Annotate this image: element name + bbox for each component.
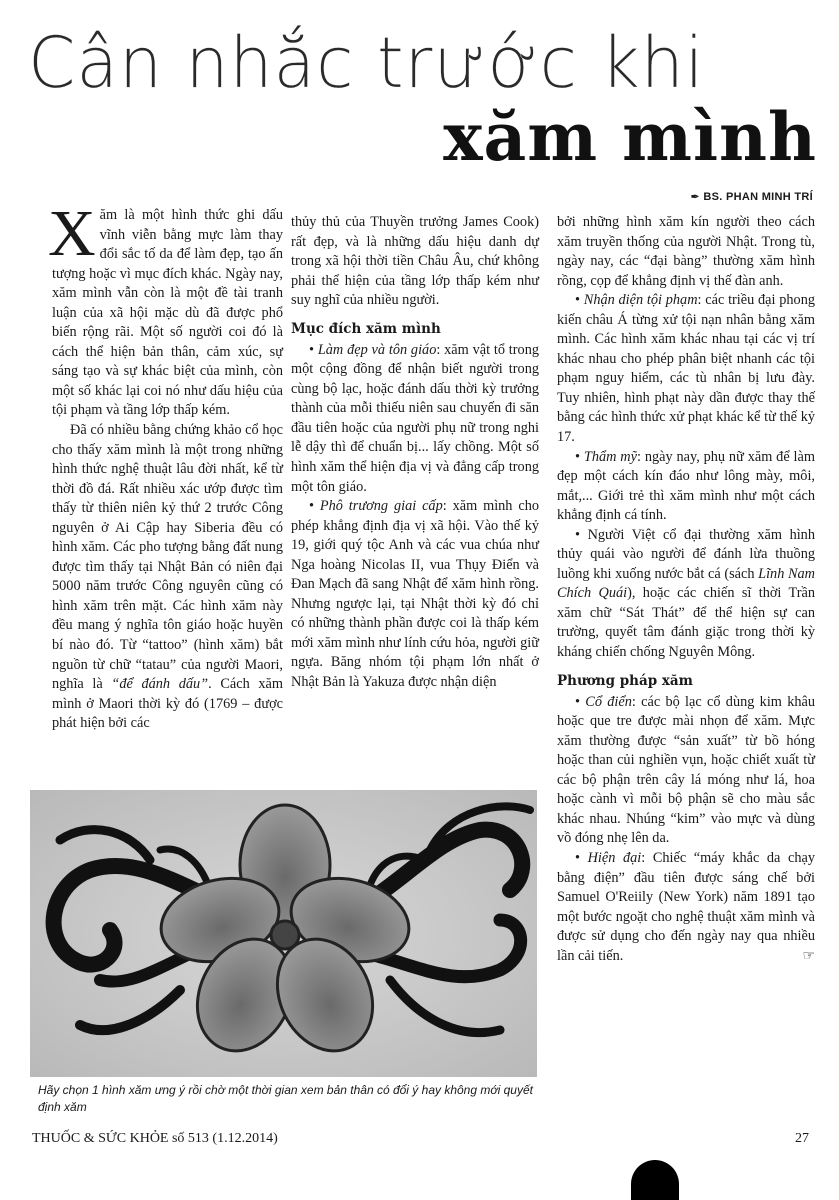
column-1 xyxy=(48,197,284,734)
intro-paragraph xyxy=(48,197,283,421)
bullet-term: Cổ điển xyxy=(585,693,632,710)
paragraph xyxy=(52,421,283,734)
text: : ngày nay, phụ nữ xăm để làm đẹp một cách kín đáo như lông mày, môi, mắt,... Giới trẻ thì xăm mình như một cách khẳng định cá tính. xyxy=(557,448,815,524)
text: : các triều đại phong kiến châu Á từng xử tội nạn nhân bằng xăm mình. Các hình xăm khác nhau tại các vị trí khác nhau cho phép phân biệt nhanh các tội phạm nguy hiểm, các tù nhân bị lưu đày. Tuy nhiên, hình phạt này dần được thay thế bằng các hình thức xử phạt khác kể từ thế kỷ 17. xyxy=(557,292,815,446)
bullet-item: • Làm đẹp và tôn giáo: xăm vật tổ trong một cộng đồng để nhận biết người trong cùng bộ lạc, hoặc đánh dấu thời kỳ trưởng thành của mỗi thiếu niên sau chuyến đi săn đầu tiên hoặc của người phụ nữ trong nghi lễ dậy thì để chuẩn bị... lấy chồng. Một số hình xăm thể hiện địa vị và đẳng cấp trong một tôn giáo. xyxy=(291,341,539,495)
drop-cap: X xyxy=(48,197,96,270)
text: : các bộ lạc cổ dùng kim khâu hoặc que tre được mài nhọn để xăm. Mực xăm thường được “sản xuất” từ bồ hóng hoặc than củi nghiền vụn, hoặc chiết xuất từ các bộ phận trên cây lá móng như lá, hoa hoặc cành vì mỗi bộ phận sẽ cho màu sắc khác nhau. Nhúng “kim” vào mực và dùng vồ đóng nhẹ lên da. xyxy=(557,693,815,847)
text: Người Việt cổ đại thường xăm hình thủy quái vào người để đánh lừa thuồng luồng khi xuống nước bắt cá (sách xyxy=(557,526,815,582)
bullet-term: Làm đẹp và tôn giáo xyxy=(317,341,437,358)
bullet-item: • Cổ điển: các bộ lạc cổ dùng kim khâu hoặc que tre được mài nhọn để xăm. Mực xăm thường được “sản xuất” từ bồ hóng hoặc than củi nghiền vụn, hoặc chiết xuất từ các bộ phận trên cây lá móng như lá, hoa hoặc cành vì mỗi bộ phận sẽ cho màu sắc khác nhau. Nhúng “kim” vào mực và dùng vồ đóng nhẹ lên da. xyxy=(557,693,815,847)
paragraph: thủy thủ của Thuyền trưởng James Cook) rất đẹp, và là những dấu hiệu danh dự trong xã hội thời tiền Châu Âu, chứ không phải thể hiện của tầng lớp thấp kém như suy nghĩ của nhiều người. xyxy=(291,214,539,309)
author: BS. PHAN MINH TRÍ xyxy=(703,191,813,203)
text: . Cách xăm mình ở Maori thời kỳ đó (1769 – được phát hiện bởi các xyxy=(52,676,284,732)
section-heading: Mục đích xăm mình xyxy=(291,320,441,337)
bullet-item: • Phô trương giai cấp: xăm mình cho phép khẳng định địa vị xã hội. Vào thế kỷ 19, giới quý tộc Anh và các vua chúa như Nga hoàng Nicolas II, vua Thụy Điển và Đan Mạch đã sang Nhật để xăm hình rồng. Nhưng ngược lại, tại Nhật thời kỳ đó chỉ có những thành phần được coi là thấp kém mới xăm mình như lính cứu hỏa, người giữ ngựa. Băng nhóm tội phạm lớn nhất ở Nhật Bản là Yakuza được nhận diện xyxy=(291,498,539,691)
text: : xăm vật tổ trong một cộng đồng để nhận biết người trong cùng bộ lạc, hoặc đánh dấu thời kỳ trưởng thành của mỗi thiếu niên sau chuyến đi săn đầu tiên hoặc của người phụ nữ trong nghi lễ dậy thì để chuẩn bị... lấy chồng. Một số hình xăm thể hiện địa vị và đẳng cấp trong một tôn giáo. xyxy=(291,341,539,495)
paragraph: bởi những hình xăm kín người theo cách xăm truyền thống của người Nhật. Trong tù, ngày nay, các “đại bàng” thường xăm hình rồng, cọp để khẳng định vị thế đàn anh. xyxy=(557,214,815,289)
text: ăm là một hình thức ghi dấu vĩnh viễn bằng mực làm thay đổi sắc tố da để làm đẹp, tạo ấn tượng hoặc vì mục đích khác. Ngày nay, xăm mình vẫn còn là một đề tài tranh luận của xã hội mặc dù đã được phổ biến rộng rãi. Một số người coi đó là cách thể hiện bản thân, cảm xúc, sự sáng tạo và sự khác biệt của mình, còn một số khác lại coi nó như dấu hiệu của tội phạm và tầng lớp thấp kém. xyxy=(52,207,283,419)
pointing-hand-icon: ☞ xyxy=(802,948,815,964)
page-tab-marker xyxy=(631,1160,679,1200)
bullet-term: Phô trương giai cấp xyxy=(319,498,443,515)
title-line-2: xăm mình xyxy=(443,98,817,176)
bullet-item: • Nhận diện tội phạm: các triều đại phong kiến châu Á từng xử tội nạn nhân bằng xăm mình. Các hình xăm khác nhau tại các vị trí khác nhau cho phép phân biệt nhanh các tội phạm nguy hiểm, các tù nhân bị lưu đày. Tuy nhiên, hình phạt này dần được thay thế bằng các hình thức xử phạt khác kể từ thế kỷ 17. xyxy=(557,292,815,446)
page-number: 27 xyxy=(795,1131,809,1146)
bullet-item: • Hiện đại: Chiếc “máy khắc da chạy bằng điện” đầu tiên được sáng chế bởi Samuel O'Reiily (New York) năm 1891 tạo một bước ngoặt cho nghệ thuật xăm mình và được sử dụng cho đến ngày nay qua nhiều lần cải tiến. ☞ xyxy=(557,849,815,966)
text: ), hoặc các chiến sĩ thời Trần xăm chữ “Sát Thát” để thể hiện sự can trường, quyết tâm đánh giặc trong thời kỳ kháng chiến chống Nguyên Mông. xyxy=(557,585,815,661)
tattoo-photo xyxy=(30,790,537,1077)
text-italic: “để đánh dấu” xyxy=(111,676,209,693)
text: : xăm mình cho phép khẳng định địa vị xã hội. Vào thế kỷ 19, giới quý tộc Anh và các vua chúa như Nga hoàng Nicolas II, vua Thụy Điển và Đan Mạch đã sang Nhật để xăm hình rồng. Nhưng ngược lại, tại Nhật thời kỳ đó chỉ có những thành phần được coi là thấp kém mới xăm mình như lính cứu hỏa, người giữ ngựa. Băng nhóm tội phạm lớn nhất ở Nhật Bản là Yakuza được nhận diện xyxy=(291,498,539,691)
photo-caption: Hãy chọn 1 hình xăm ưng ý rồi chờ một thời gian xem bản thân có đổi ý hay không mới quyết định xăm xyxy=(38,1083,533,1114)
text: Đã có nhiều bằng chứng khảo cổ học cho thấy xăm mình là một trong những hình thức nghệ thuật lâu đời nhất, kể từ thời đồ đá. Rất nhiều xác ướp được tìm thấy từ thiên niên kỷ thứ 2 trước Công nguyên ở Ai Cập hay Siberia đều có hình xăm. Các pho tượng bằng đất nung được tìm thấy tại Nhật Bản có niên đại 5000 năm trước Công nguyên cũng có hình xăm trên mặt. Các hình xăm này đều mang ý nghĩa tôn giáo hoặc huyền bí nào đó. Từ “tattoo” (hình xăm) bắt nguồn từ chữ “tatau” của người Maori, nghĩa là xyxy=(52,422,283,693)
bullet-item: • Thẩm mỹ: ngày nay, phụ nữ xăm để làm đẹp một cách kín đáo như lông mày, môi, mắt,... Giới trẻ thì xăm mình như một cách khẳng định cá tính. xyxy=(557,448,815,524)
column-3 xyxy=(557,213,815,966)
pen-icon: ✒ xyxy=(690,192,700,203)
bullet-term: Hiện đại xyxy=(587,849,642,866)
text: : Chiếc “máy khắc da chạy bằng điện” đầu tiên được sáng chế bởi Samuel O'Reiily (New York) năm 1891 tạo một bước ngoặt cho nghệ thuật xăm mình và được sử dụng cho đến ngày nay qua nhiều lần cải tiến. xyxy=(557,849,815,964)
bullet-item: • Người Việt cổ đại thường xăm hình thủy quái vào người để đánh lừa thuồng luồng khi xuống nước bắt cá (sách Lĩnh Nam Chích Quái), hoặc các chiến sĩ thời Trần xăm chữ “Sát Thát” để thể hiện sự can trường, quyết tâm đánh giặc trong thời kỳ kháng chiến chống Nguyên Mông. xyxy=(557,526,815,661)
bullet-term: Thẩm mỹ xyxy=(583,448,637,465)
text-italic: Lĩnh Nam Chích Quái xyxy=(557,565,815,602)
byline xyxy=(691,191,813,203)
bullet-term: Nhận diện tội phạm xyxy=(583,292,698,309)
tattoo-flower-image xyxy=(30,790,537,1077)
section-heading: Phương pháp xăm xyxy=(557,672,693,689)
footer-magazine: THUỐC & SỨC KHỎE số 513 (1.12.2014) xyxy=(32,1131,278,1146)
column-2 xyxy=(291,213,539,693)
title-line-1: Cân nhắc trước khi xyxy=(28,22,705,104)
